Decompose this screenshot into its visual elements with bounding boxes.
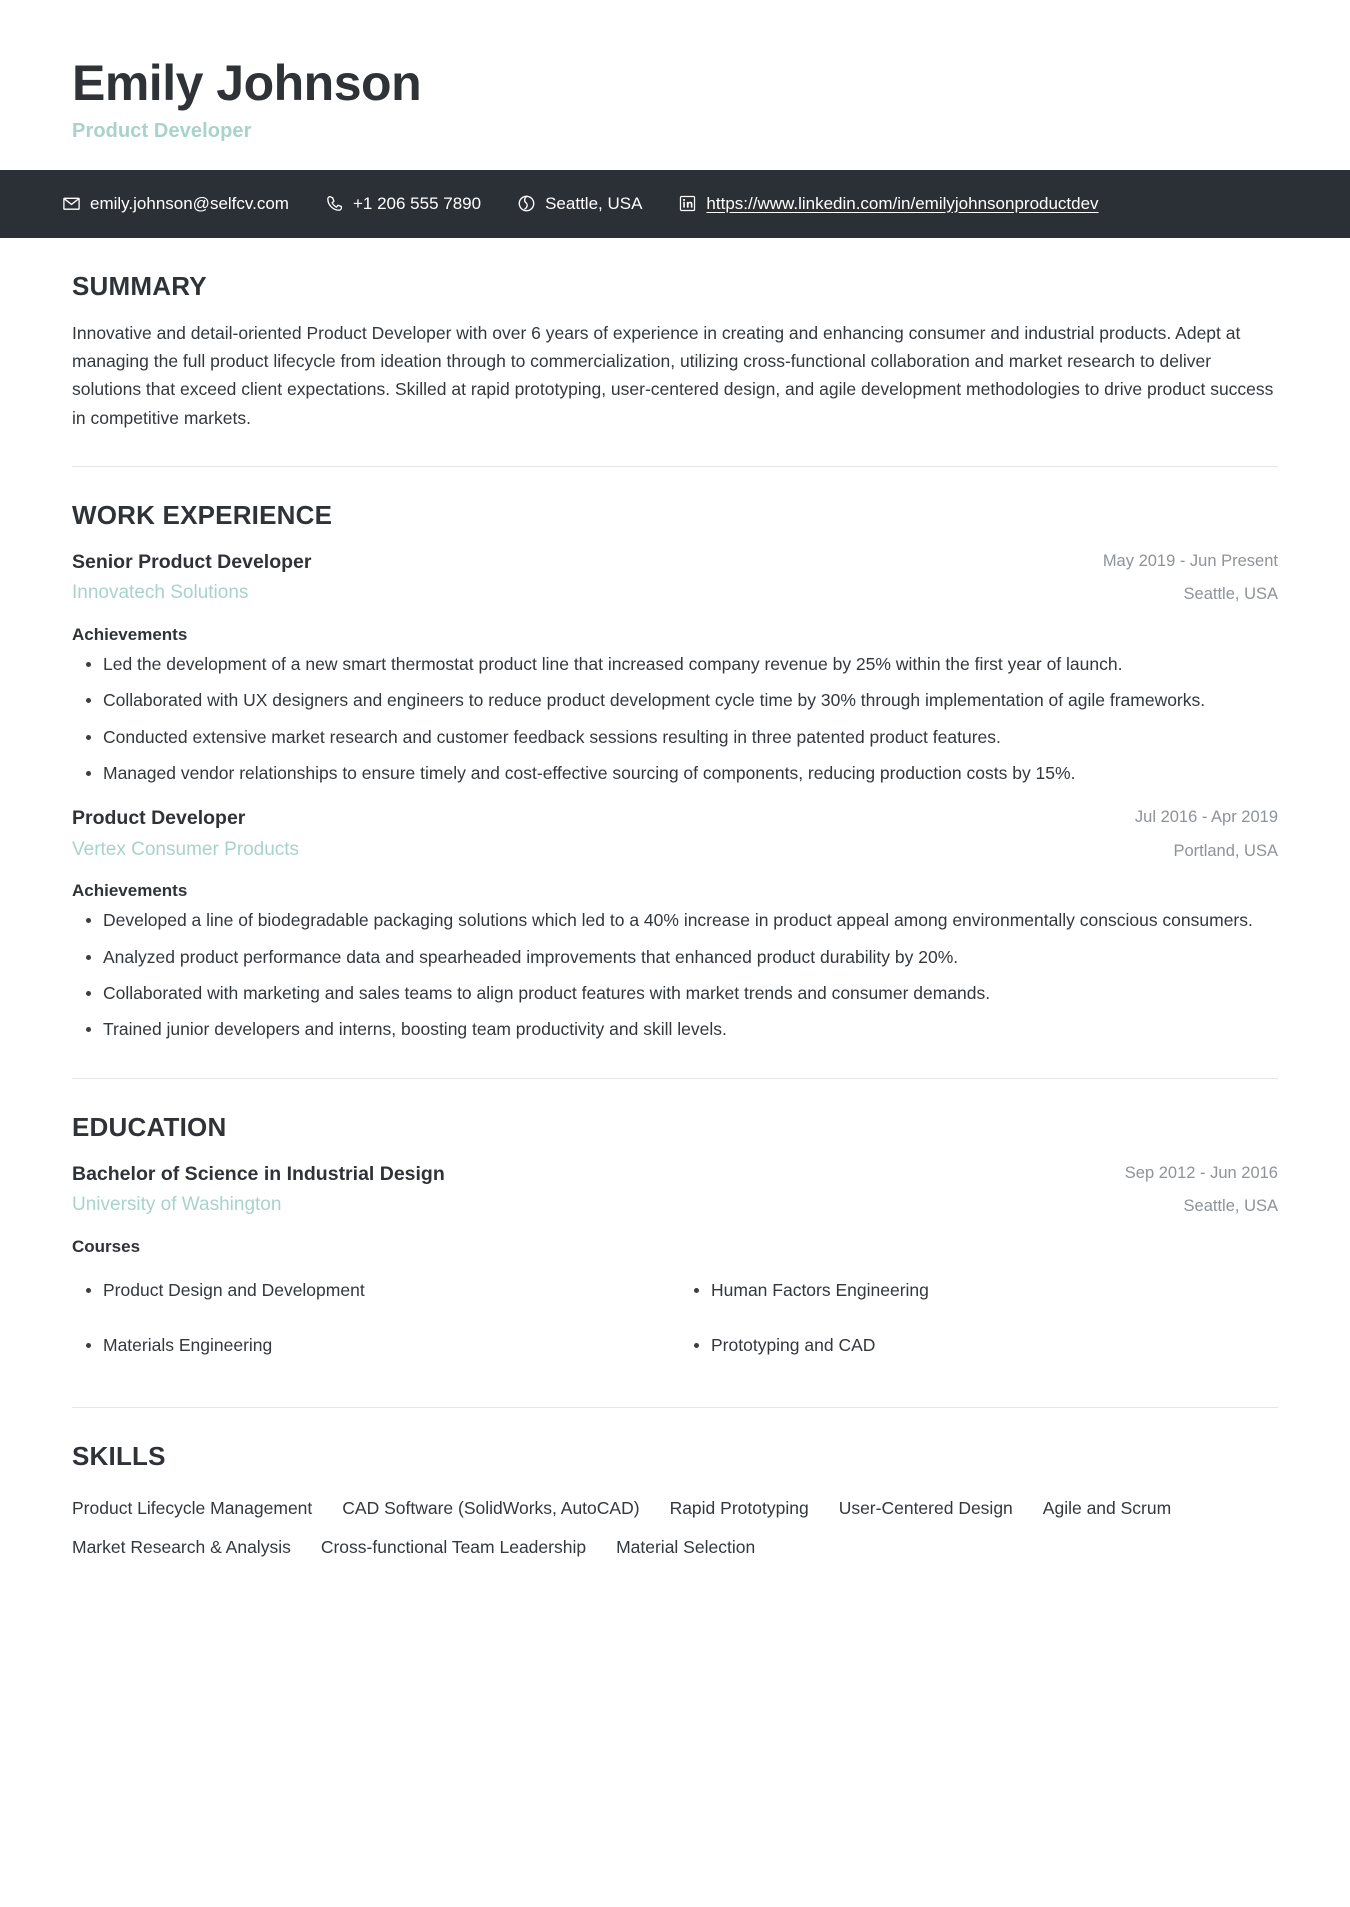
education-entry-date: Sep 2012 - Jun 2016 xyxy=(1124,1163,1278,1182)
skill-item: Material Selection xyxy=(616,1537,756,1558)
section-skills xyxy=(72,1408,1278,1567)
header-job-title: Product Developer xyxy=(72,119,252,142)
work-entry-date: Jul 2016 - Apr 2019 xyxy=(1134,808,1278,827)
list-item: Managed vendor relationships to ensure timely and cost-effective sourcing of components, reducing production costs by 15%. xyxy=(72,760,1278,787)
work-entry-company: Innovatech Solutions xyxy=(72,582,249,604)
section-title-skills: SKILLS xyxy=(72,1441,166,1472)
work-entry-role: Senior Product Developer xyxy=(72,550,312,573)
list-item: Collaborated with marketing and sales teams to align product features with market trends and consumer demands. xyxy=(72,980,1278,1007)
list-item: Conducted extensive market research and customer feedback sessions resulting in three patented product features. xyxy=(72,724,1278,751)
resume-body xyxy=(0,238,1350,1638)
skill-item: Agile and Scrum xyxy=(1042,1498,1172,1519)
work-entry-company: Vertex Consumer Products xyxy=(72,838,300,860)
work-entry-head xyxy=(72,805,1278,864)
list-item: Developed a line of biodegradable packaging solutions which led to a 40% increase in product appeal among environmentally conscious consumers. xyxy=(72,907,1278,934)
contact-bar xyxy=(0,170,1350,238)
contact-location xyxy=(517,194,642,214)
list-item: Trained junior developers and interns, boosting team productivity and skill levels. xyxy=(72,1016,1278,1043)
resume-header xyxy=(0,0,1350,143)
phone-icon xyxy=(325,194,344,213)
work-entry-achievements-list xyxy=(72,907,1278,1043)
list-item: Collaborated with UX designers and engineers to reduce product development cycle time by 30% through implementation of agile frameworks. xyxy=(72,687,1278,714)
bottom-spacer xyxy=(72,1567,1278,1637)
linkedin-icon xyxy=(678,194,697,213)
summary-text: Innovative and detail-oriented Product Developer with over 6 years of experience in creating and enhancing consumer and industrial products. Adept at managing the full product lifecycle from ideation through to commercialization, utilizing cross-functional collaboration and market research to deliver solutions that exceed client expectations. Skilled at rapid prototyping, user-centered design, and agile development methodologies to drive product success in competitive markets. xyxy=(72,322,1274,428)
work-entry xyxy=(72,549,1278,787)
section-title-summary: SUMMARY xyxy=(72,270,207,301)
education-entry-school: University of Washington xyxy=(72,1193,282,1215)
contact-linkedin-link[interactable]: https://www.linkedin.com/in/emilyjohnsonproductdev xyxy=(706,193,1099,213)
education-entry-head xyxy=(72,1161,1278,1220)
work-entry-achievements-list xyxy=(72,651,1278,787)
list-item: Materials Engineering xyxy=(72,1332,670,1359)
contact-email-text: emily.johnson@selfcv.com xyxy=(90,193,289,213)
section-title-work-experience: WORK EXPERIENCE xyxy=(72,499,333,530)
work-entry-head xyxy=(72,549,1278,608)
work-entry-location: Seattle, USA xyxy=(1183,585,1278,604)
envelope-icon xyxy=(62,194,81,213)
work-entry-date: May 2019 - Jun Present xyxy=(1102,551,1278,570)
page-title: Emily Johnson xyxy=(72,55,422,111)
list-item: Led the development of a new smart thermostat product line that increased company revenue by 25% within the first year of launch. xyxy=(72,651,1278,678)
skill-item: User-Centered Design xyxy=(838,1498,1013,1519)
section-education xyxy=(72,1079,1278,1374)
contact-linkedin[interactable] xyxy=(678,194,1098,214)
contact-phone[interactable] xyxy=(325,194,481,214)
contact-phone-text: +1 206 555 7890 xyxy=(352,193,482,213)
section-summary xyxy=(72,238,1278,432)
list-item: Prototyping and CAD xyxy=(680,1332,1278,1359)
education-entry-location: Seattle, USA xyxy=(1183,1197,1278,1216)
list-item: Human Factors Engineering xyxy=(680,1277,1278,1304)
skills-list xyxy=(72,1489,1252,1567)
work-entry-achievements-label: Achievements xyxy=(72,881,188,901)
skill-item: Rapid Prototyping xyxy=(669,1498,809,1519)
section-title-education: EDUCATION xyxy=(72,1111,227,1142)
education-courses-list xyxy=(72,1263,1278,1374)
work-entry xyxy=(72,805,1278,1043)
skill-item: Cross-functional Team Leadership xyxy=(320,1537,587,1558)
work-entry-location: Portland, USA xyxy=(1173,841,1278,860)
section-work-experience xyxy=(72,467,1278,1044)
list-item: Product Design and Development xyxy=(72,1277,670,1304)
contact-email[interactable] xyxy=(62,194,289,214)
work-entry-achievements-label: Achievements xyxy=(72,625,188,644)
skill-item: CAD Software (SolidWorks, AutoCAD) xyxy=(342,1498,640,1519)
work-entry-role: Product Developer xyxy=(72,807,246,830)
globe-icon xyxy=(517,194,536,213)
skill-item: Product Lifecycle Management xyxy=(72,1498,313,1519)
skill-item: Market Research & Analysis xyxy=(72,1537,291,1558)
education-entry-degree: Bachelor of Science in Industrial Design xyxy=(72,1162,445,1185)
contact-location-text: Seattle, USA xyxy=(545,193,643,213)
education-courses-label: Courses xyxy=(72,1236,141,1256)
list-item: Analyzed product performance data and spearheaded improvements that enhanced product durability by 20%. xyxy=(72,944,1278,971)
education-entry xyxy=(72,1161,1278,1374)
